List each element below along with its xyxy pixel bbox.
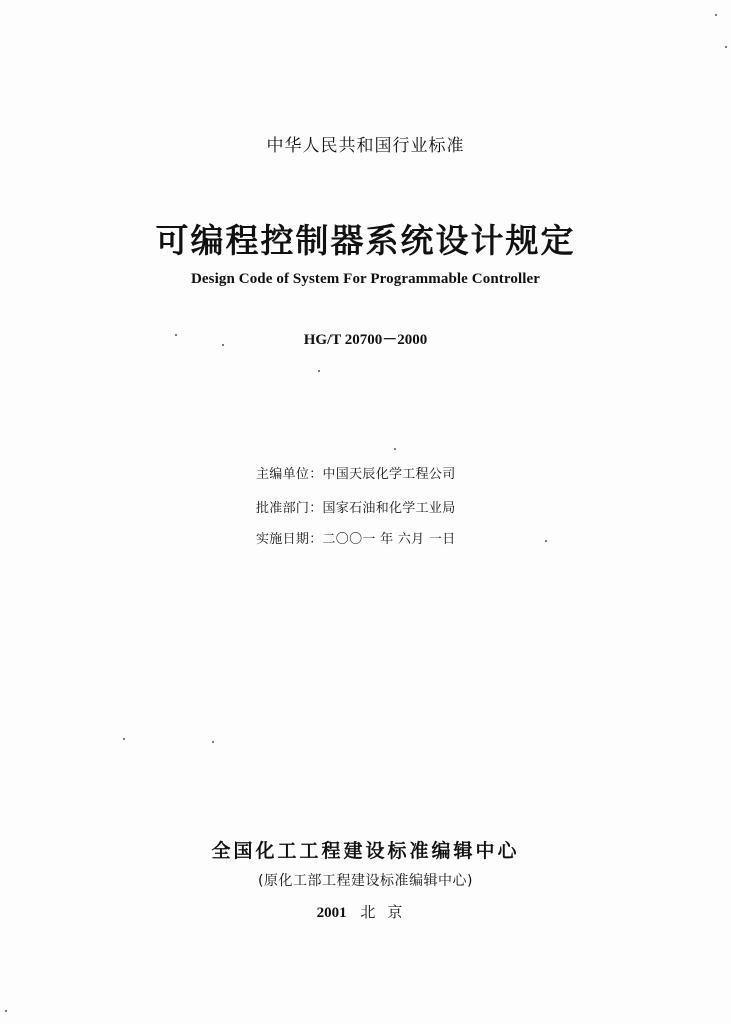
scan-speck (545, 540, 547, 542)
title-chinese: 可编程控制器系统设计规定 (155, 221, 576, 260)
publisher: 全国化工工程建设标准编辑中心 (211, 840, 520, 862)
standard-type: 中华人民共和国行业标准 (266, 136, 465, 156)
publication-year-place (0, 901, 731, 922)
scan-speck (222, 344, 224, 346)
editor-unit: 主编单位：中国天辰化学工程公司 (256, 467, 456, 482)
scan-speck (5, 1010, 7, 1012)
standard-code: HG/T 20700－2000 (303, 332, 428, 348)
scan-speck (123, 738, 125, 740)
effective-date: 实施日期：二〇〇一 年 六月 一日 (256, 532, 456, 547)
publication-place: 北京 (360, 903, 415, 921)
scan-speck (725, 46, 727, 48)
scan-speck (715, 14, 717, 16)
scan-speck (318, 370, 320, 372)
scan-speck (212, 741, 214, 743)
approval-department: 批准部门：国家石油和化学工业局 (256, 501, 456, 516)
scan-speck (175, 334, 177, 336)
scan-speck (394, 448, 396, 450)
title-english: Design Code of System For Programmable Controller (190, 271, 540, 287)
publisher-former-name: (原化工部工程建设标准编辑中心) (258, 873, 473, 889)
publication-year: 2001 (316, 905, 347, 921)
